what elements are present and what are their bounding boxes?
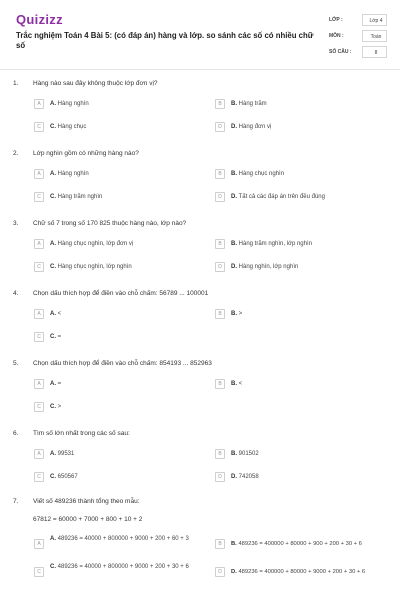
- option-letter-box: B: [215, 169, 225, 179]
- option-letter-box: A: [34, 169, 44, 179]
- option-prefix: A.: [50, 451, 56, 457]
- option-text: Hàng nghìn: [57, 171, 89, 177]
- option-text: >: [57, 404, 62, 410]
- option-letter-box: B: [215, 309, 225, 319]
- question-number: 6.: [13, 430, 19, 437]
- option-prefix: C.: [50, 124, 56, 130]
- question-example: 67812 = 60000 + 7000 + 800 + 10 + 2: [33, 516, 143, 523]
- option-prefix: B.: [231, 171, 237, 177]
- info-value: Lớp 4: [362, 14, 387, 26]
- info-panel: [329, 14, 389, 62]
- option-letter-box: C: [34, 402, 44, 412]
- option-prefix: D.: [231, 474, 237, 480]
- option-text: >: [238, 311, 243, 317]
- option-prefix: A.: [50, 381, 56, 387]
- option-letter-box: C: [34, 262, 44, 272]
- option-text: Hàng chục nghìn, lớp nghìn: [57, 264, 132, 270]
- option-letter-box: A: [34, 539, 44, 549]
- info-value: Toán: [362, 30, 387, 42]
- option-prefix: B.: [231, 311, 237, 317]
- option-text: Hàng trăm nghìn, lớp nghìn: [238, 241, 312, 247]
- option-text: <: [57, 311, 62, 317]
- page-title: Trắc nghiệm Toán 4 Bài 5: (có đáp án) hàng và lớp. so sánh các số có nhiều chữ số: [16, 31, 314, 50]
- option-text: Hàng chục nghìn: [238, 171, 285, 177]
- option-letter-box: C: [34, 567, 44, 577]
- option-letter-box: C: [34, 472, 44, 482]
- option-letter-box: C: [34, 332, 44, 342]
- option-prefix: D.: [231, 194, 237, 200]
- option-prefix: D.: [231, 264, 237, 270]
- option-text: <: [238, 381, 243, 387]
- option-text: 489236 = 400000 + 80000 + 9000 + 200 + 30 + 6: [238, 569, 366, 575]
- option-text: 489236 = 40000 + 800000 + 9000 + 200 + 60 + 3: [57, 536, 189, 542]
- option-text: 901502: [238, 451, 259, 457]
- option-text: Tất cả các đáp án trên đều đúng: [238, 194, 325, 200]
- option-prefix: A.: [50, 536, 56, 542]
- question-text: Lớp nghìn gồm có những hàng nào?: [33, 150, 139, 157]
- option-prefix: A.: [50, 241, 56, 247]
- option-text: 99531: [57, 451, 75, 457]
- option-letter-box: C: [34, 122, 44, 132]
- question-number: 1.: [13, 80, 19, 87]
- option-text: Hàng chục nghìn, lớp đơn vị: [57, 241, 134, 247]
- option-letter-box: D: [215, 472, 225, 482]
- worksheet-header: [0, 0, 400, 70]
- question-text: Chữ số 7 trong số 170 825 thuộc hàng nào, lớp nào?: [33, 220, 187, 227]
- question-number: 4.: [13, 290, 19, 297]
- option-prefix: B.: [231, 541, 237, 547]
- option-prefix: A.: [50, 171, 56, 177]
- info-label: LỚP :: [329, 17, 343, 23]
- option-text: =: [57, 381, 62, 387]
- option-prefix: C.: [50, 264, 56, 270]
- option-prefix: C.: [50, 334, 56, 340]
- option-text: Hàng đơn vị: [238, 124, 272, 130]
- option-text: 489236 = 40000 + 800000 + 9000 + 200 + 30 + 6: [57, 564, 189, 570]
- option-letter-box: B: [215, 449, 225, 459]
- info-row-class: [329, 14, 389, 30]
- option-prefix: C.: [50, 564, 56, 570]
- info-row-subject: [329, 30, 389, 46]
- option-prefix: C.: [50, 404, 56, 410]
- question-number: 3.: [13, 220, 19, 227]
- option-prefix: D.: [231, 569, 237, 575]
- option-letter-box: B: [215, 539, 225, 549]
- question-text: Viết số 489236 thành tổng theo mẫu:: [33, 498, 140, 505]
- question-number: 5.: [13, 360, 19, 367]
- question-text: Hàng nào sau đây không thuộc lớp đơn vị?: [33, 80, 158, 87]
- option-prefix: A.: [50, 101, 56, 107]
- option-text: Hàng nghìn: [57, 101, 89, 107]
- question-text: Chọn dấu thích hợp để điền vào chỗ chấm: 56789 ... 100001: [33, 290, 209, 297]
- option-text: =: [57, 334, 62, 340]
- info-row-count: [329, 46, 389, 62]
- question-number: 2.: [13, 150, 19, 157]
- option-text: 742058: [238, 474, 259, 480]
- question-number: 7.: [13, 498, 19, 505]
- option-text: Hàng nghìn, lớp nghìn: [238, 264, 299, 270]
- option-prefix: A.: [50, 311, 56, 317]
- option-prefix: C.: [50, 194, 56, 200]
- option-text: Hàng trăm nghìn: [57, 194, 103, 200]
- option-letter-box: D: [215, 567, 225, 577]
- option-letter-box: D: [215, 122, 225, 132]
- option-letter-box: D: [215, 262, 225, 272]
- question-text: Tìm số lớn nhất trong các số sau:: [33, 430, 130, 437]
- option-prefix: B.: [231, 241, 237, 247]
- option-letter-box: A: [34, 309, 44, 319]
- option-letter-box: B: [215, 99, 225, 109]
- question-text: Chọn dấu thích hợp để điền vào chỗ chấm: 854193 ... 852963: [33, 360, 212, 367]
- option-text: 650567: [57, 474, 78, 480]
- option-letter-box: A: [34, 379, 44, 389]
- option-letter-box: D: [215, 192, 225, 202]
- option-prefix: B.: [231, 381, 237, 387]
- option-text: Hàng chục: [57, 124, 87, 130]
- option-letter-box: B: [215, 239, 225, 249]
- option-prefix: B.: [231, 101, 237, 107]
- option-letter-box: C: [34, 192, 44, 202]
- option-text: 489236 = 400000 + 80000 + 900 + 200 + 30 + 6: [238, 541, 362, 547]
- option-prefix: B.: [231, 451, 237, 457]
- quizizz-logo: Quizizz: [16, 12, 63, 27]
- option-prefix: D.: [231, 124, 237, 130]
- option-prefix: C.: [50, 474, 56, 480]
- info-label: MÔN :: [329, 33, 344, 39]
- header-divider: [0, 69, 400, 70]
- option-letter-box: A: [34, 99, 44, 109]
- option-letter-box: A: [34, 239, 44, 249]
- info-value: 8: [362, 46, 387, 58]
- option-letter-box: B: [215, 379, 225, 389]
- option-text: Hàng trăm: [238, 101, 267, 107]
- option-letter-box: A: [34, 449, 44, 459]
- info-label: SỐ CÂU :: [329, 49, 352, 55]
